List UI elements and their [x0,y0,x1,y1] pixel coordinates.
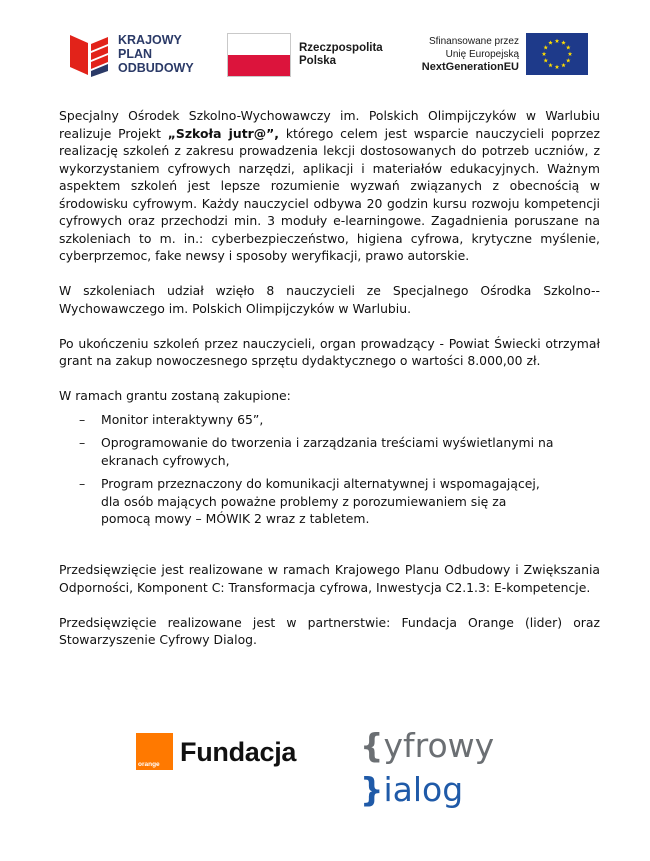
header-logos [0,30,650,80]
list-dash: – [79,411,86,427]
cd-line-2-text: ialog [383,770,464,809]
document-body [59,107,600,666]
eu-star-icon [542,52,547,56]
purchase-list [59,411,600,528]
paragraph-participants: W szkoleniach udział wzięło 8 nauczycieli ze Specjalnego Ośrodka Szkolno--Wychowawczego im. Polskich Olimpijczyków w Warlubiu. [59,283,600,316]
paragraph-project-intro [59,107,600,265]
cd-line-1 [360,727,494,765]
project-name: „Szkoła jutr@”, [167,125,279,141]
paragraph-kpo-framework: Przedsięwzięcie jest realizowane w ramach Krajowego Planu Odbudowy i Zwiększania Odporności, Komponent C: Transformacja cyfrowa, Inwestycja C2.1.3: E-kompetencje. [59,562,600,595]
cd-line-1-text: yfrowy [383,726,495,765]
eu-line-3: NextGenerationEU [421,61,519,73]
orange-box-label: orange [138,761,160,768]
list-item-text: Monitor interaktywny 65”, [101,411,264,427]
kpo-line-3: ODBUDOWY [118,61,194,75]
eu-star-icon [543,58,548,62]
eu-star-icon [548,40,553,44]
eu-star-icon [548,63,553,67]
list-dash: – [79,476,86,491]
close-brace-icon: } [360,770,384,809]
eu-star-icon [555,65,560,69]
list-item [59,434,600,469]
kpo-wordmark [118,33,194,75]
footer-logos [0,725,650,825]
eu-star-icon [566,58,571,62]
eu-star-icon [543,45,548,49]
eu-star-icon [568,52,573,56]
list-item-text: Program przeznaczony do komunikacji alternatywnej i wspomagającej, dla osób mających poważne problemy z porozumiewaniem się za pomocą mowy – MÓWIK 2 wraz z tabletem. [101,476,540,526]
list-item [59,411,600,429]
fundacja-wordmark: Fundacja [180,737,297,767]
polish-flag-icon [227,33,291,77]
rp-wordmark [299,42,383,68]
rzeczpospolita-logo [227,33,402,77]
eu-star-icon [566,45,571,49]
eu-flag-icon [526,33,588,75]
orange-square-icon [136,733,173,770]
eu-star-icon [555,39,560,43]
eu-funding-logo [405,33,595,77]
kpo-line-1: KRAJOWY [118,33,182,47]
kpo-mark-icon [70,33,110,77]
paragraph-purchases-intro: W ramach grantu zostaną zakupione: [59,388,291,403]
kpo-logo [70,32,210,78]
cyfrowy-dialog-logo [360,727,540,821]
intro-text-start: Specjalny Ośrodek Szkolno-Wychowawczy im. Polskich Olimpijczyków w Warlubiu realizuje Projekt [59,108,600,141]
paragraph-partnership: Przedsięwzięcie realizowane jest w partnerstwie: Fundacja Orange (lider) oraz Stowarzyszenie Cyfrowy Dialog. [59,614,600,647]
eu-line-1: Sfinansowane przez [428,36,519,47]
eu-funding-text [422,36,519,74]
list-dash: – [79,435,86,450]
eu-line-2: Unię Europejską [445,48,519,60]
fundacja-orange-logo [136,733,316,773]
list-item-text: Oprogramowanie do tworzenia i zarządzania treściami wyświetlanymi na ekranach cyfrowych, [101,435,554,468]
rp-line-1: Rzeczpospolita [299,42,383,54]
list-item [59,475,600,528]
intro-text-end: którego celem jest wsparcie nauczycieli poprzez realizację szkoleń z zakresu prowadzenia lekcji dostosowanych do potrzeb uczniów, z wykorzystaniem cyfrowych narzędzi, aplikacji i materiałów edukacyjnych. Ważnym aspektem szkoleń jest lepsze rozumienie wyzwań związanych z obecnością w środowisku cyfrowym. Każdy nauczyciel odbywa 20 godzin kursu rozwoju kompetencji cyfrowych oraz przechodzi min. 3 moduły e-learningowe. Zagadnienia poruszane na szkoleniach to m. in.: cyberbezpieczeństwo, higiena cyfrowa, krytyczne myślenie, cyberprzemoc, fake newsy i sposoby weryfikacji, prawo autorskie. [59,125,600,263]
open-brace-icon: { [360,726,384,765]
rp-line-2: Polska [299,55,337,67]
eu-star-icon [561,63,566,67]
eu-star-icon [561,40,566,44]
paragraph-grant: Po ukończeniu szkoleń przez nauczycieli, organ prowadzący - Powiat Świecki otrzymał grant na zakup nowoczesnego sprzętu dydaktycznego o wartości 8.000,00 zł. [59,335,600,368]
cd-line-2 [360,771,463,809]
kpo-line-2: PLAN [118,47,153,61]
